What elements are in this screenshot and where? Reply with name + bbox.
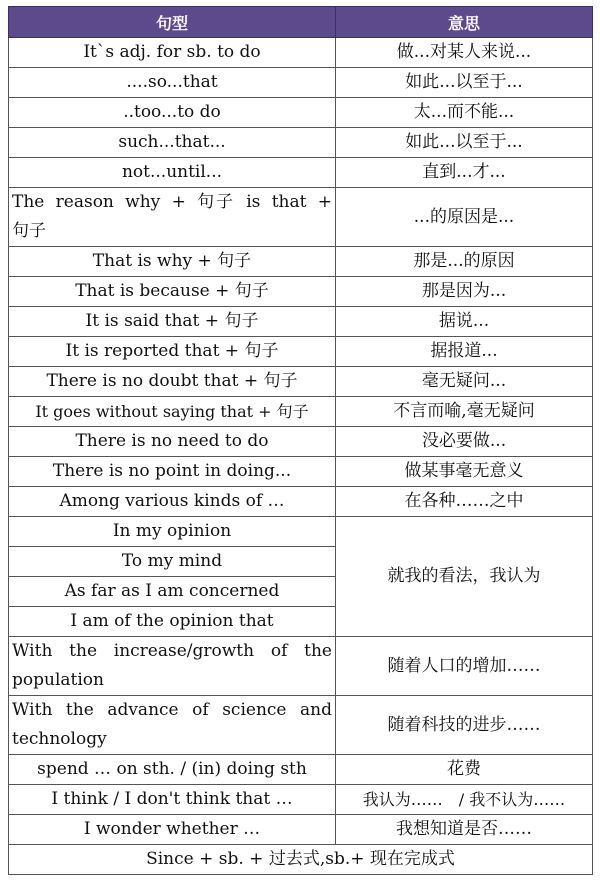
sentence-pattern-table-container: [8, 6, 592, 875]
merged-meaning-cell: 就我的看法，我认为: [336, 517, 593, 637]
table-row: [9, 785, 593, 815]
pattern-cell: There is no need to do: [9, 427, 336, 457]
table-row: [9, 158, 593, 188]
pattern-cell: Among various kinds of …: [9, 487, 336, 517]
meaning-cell: 做...对某人来说...: [336, 38, 593, 68]
table-row: [9, 247, 593, 277]
table-row: [9, 696, 593, 755]
table-row: [9, 637, 593, 696]
table-row: [9, 128, 593, 158]
pattern-cell: With the increase/growth of the population: [9, 637, 336, 696]
meaning-cell: 我认为…… / 我不认为……: [336, 785, 593, 815]
pattern-cell: With the advance of science and technology: [9, 696, 336, 755]
header-pattern: 句型: [9, 7, 336, 38]
meaning-cell: 据说...: [336, 307, 593, 337]
table-row: [9, 367, 593, 397]
pattern-cell: To my mind: [9, 547, 336, 577]
header-meaning: 意思: [336, 7, 593, 38]
meaning-cell: 如此...以至于...: [336, 128, 593, 158]
pattern-cell: spend … on sth. / (in) doing sth: [9, 755, 336, 785]
pattern-cell: It is reported that + 句子: [9, 337, 336, 367]
meaning-cell: 随着人口的增加……: [336, 637, 593, 696]
pattern-cell: ....so...that: [9, 68, 336, 98]
pattern-cell: not...until...: [9, 158, 336, 188]
pattern-cell: I wonder whether …: [9, 815, 336, 845]
table-row: [9, 38, 593, 68]
table-header-row: [9, 7, 593, 38]
meaning-cell: 那是因为...: [336, 277, 593, 307]
pattern-cell: such...that...: [9, 128, 336, 158]
table-row: [9, 68, 593, 98]
pattern-cell: As far as I am concerned: [9, 577, 336, 607]
meaning-cell: 不言而喻,毫无疑问: [336, 397, 593, 427]
pattern-cell: It`s adj. for sb. to do: [9, 38, 336, 68]
meaning-cell: 毫无疑问...: [336, 367, 593, 397]
meaning-cell: 我想知道是否……: [336, 815, 593, 845]
table-row: [9, 517, 593, 547]
meaning-cell: 太...而不能...: [336, 98, 593, 128]
meaning-cell: 那是...的原因: [336, 247, 593, 277]
table-row: [9, 755, 593, 785]
table-row: [9, 337, 593, 367]
pattern-cell: It is said that + 句子: [9, 307, 336, 337]
meaning-cell: 直到...才...: [336, 158, 593, 188]
table-row: [9, 457, 593, 487]
table-row: [9, 307, 593, 337]
table-row: [9, 815, 593, 845]
pattern-cell: ..too...to do: [9, 98, 336, 128]
pattern-cell: I think / I don't think that …: [9, 785, 336, 815]
meaning-cell: 随着科技的进步……: [336, 696, 593, 755]
table-row: [9, 487, 593, 517]
meaning-cell: 花费: [336, 755, 593, 785]
pattern-cell: That is why + 句子: [9, 247, 336, 277]
meaning-cell: 如此...以至于...: [336, 68, 593, 98]
meaning-cell: ...的原因是...: [336, 188, 593, 247]
table-row: [9, 397, 593, 427]
table-row: [9, 277, 593, 307]
pattern-cell: There is no point in doing...: [9, 457, 336, 487]
pattern-cell: The reason why + 句子 is that + 句子: [9, 188, 336, 247]
table-row: [9, 845, 593, 875]
pattern-cell: In my opinion: [9, 517, 336, 547]
pattern-cell: It goes without saying that + 句子: [9, 397, 336, 427]
table-row: [9, 98, 593, 128]
meaning-cell: 没必要做...: [336, 427, 593, 457]
meaning-cell: 在各种……之中: [336, 487, 593, 517]
meaning-cell: 做某事毫无意义: [336, 457, 593, 487]
pattern-cell: That is because + 句子: [9, 277, 336, 307]
table-row: [9, 427, 593, 457]
pattern-cell: I am of the opinion that: [9, 607, 336, 637]
full-width-pattern-cell: Since + sb. + 过去式,sb.+ 现在完成式: [9, 845, 593, 875]
meaning-cell: 据报道...: [336, 337, 593, 367]
table-row: [9, 188, 593, 247]
pattern-cell: There is no doubt that + 句子: [9, 367, 336, 397]
sentence-pattern-table: [8, 6, 593, 875]
